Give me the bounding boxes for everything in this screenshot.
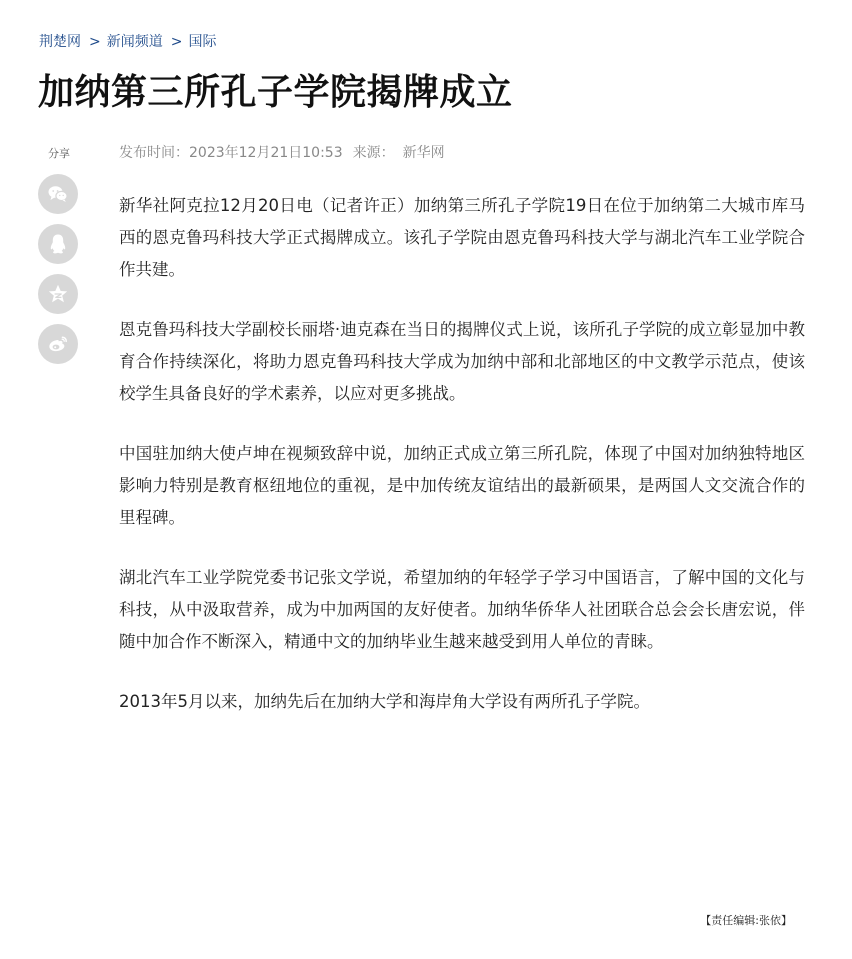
article-paragraph: 新华社阿克拉12月20日电（记者许正）加纳第三所孔子学院19日在位于加纳第二大城市库马西的恩克鲁玛科技大学正式揭牌成立。该孔子学院由恩克鲁玛科技大学与湖北汽车工业学院合作共建。 [119, 196, 805, 279]
publish-time: 2023年12月21日10:53 [189, 145, 343, 161]
article-meta [119, 141, 445, 165]
share-weibo-button[interactable] [38, 324, 78, 364]
share-panel [38, 146, 80, 364]
share-qzone-button[interactable] [38, 274, 78, 314]
article-paragraph: 湖北汽车工业学院党委书记张文学说，希望加纳的年轻学子学习中国语言，了解中国的文化与科技，从中汲取营养，成为中加两国的友好使者。加纳华侨华人社团联合总会会长唐宏说，伴随中加合作不断深入，精通中文的加纳毕业生越来越受到用人单位的青睐。 [119, 568, 805, 651]
qzone-star-icon [46, 282, 70, 306]
article-paragraph: 中国驻加纳大使卢坤在视频致辞中说，加纳正式成立第三所孔院，体现了中国对加纳独特地区影响力特别是教育枢纽地位的重视，是中加传统友谊结出的最新硕果，是两国人文交流合作的里程碑。 [119, 444, 805, 527]
share-qq-button[interactable] [38, 224, 78, 264]
breadcrumb-item-international[interactable]: 国际 [188, 34, 217, 50]
source-name: 新华网 [402, 145, 445, 161]
article-paragraph: 恩克鲁玛科技大学副校长丽塔·迪克森在当日的揭牌仪式上说，该所孔子学院的成立彰显加中教育合作持续深化，将助力恩克鲁玛科技大学成为加纳中部和北部地区的中文教学示范点，使该校学生具备良好的学术素养，以应对更多挑战。 [119, 320, 805, 403]
page-title: 加纳第三所孔子学院揭牌成立 [38, 72, 513, 113]
breadcrumb-item-news-channel[interactable]: 新闻频道 [106, 34, 163, 50]
responsible-editor: 【责任编辑:张依】 [700, 914, 792, 927]
breadcrumb-separator: > [89, 34, 101, 50]
publish-label: 发布时间： [119, 145, 189, 161]
breadcrumb-separator: > [170, 34, 183, 50]
breadcrumb-item-home[interactable]: 荆楚网 [39, 34, 81, 50]
share-label: 分享 [48, 147, 70, 160]
wechat-icon [46, 182, 70, 206]
article-paragraph: 2013年5月以来，加纳先后在加纳大学和海岸角大学设有两所孔子学院。 [119, 692, 650, 711]
qq-icon [46, 232, 70, 256]
weibo-icon [46, 332, 70, 356]
article-body [119, 190, 805, 746]
breadcrumb [39, 31, 216, 53]
source-label: 来源： [352, 145, 395, 161]
share-wechat-button[interactable] [38, 174, 78, 214]
